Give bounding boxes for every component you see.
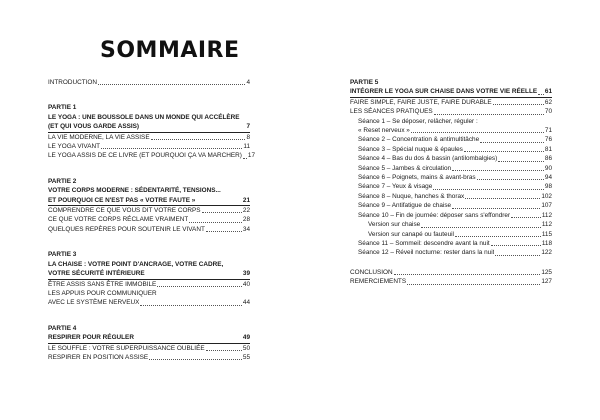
part-2-title-line1[interactable]: VOTRE CORPS MODERNE : SÉDENTARITÉ, TENSIONS...	[48, 187, 221, 195]
toc-entry[interactable]: FAIRE SIMPLE, FAIRE JUSTE, FAIRE DURABLE 62	[350, 98, 552, 106]
part-4-label: PARTIE 4	[48, 324, 77, 332]
seance-version-entry[interactable]: Version sur canapé ou fauteuil 115	[368, 230, 552, 238]
part-2-label: PARTIE 2	[48, 177, 77, 185]
toc-entry[interactable]: COMPRENDRE CE QUE VOUS DIT VOTRE CORPS 22	[48, 207, 250, 215]
seance-entry[interactable]: Séance 12 – Réveil nocturne: rester dans la nuit 122	[358, 249, 552, 257]
part-2-title[interactable]: ET POURQUOI CE N'EST PAS « VOTRE FAUTE » 21	[48, 196, 250, 206]
toc-entry[interactable]: LES SÉANCES PRATIQUES 70	[350, 108, 552, 116]
seance-entry[interactable]: Séance 5 – Jambes & circulation 90	[358, 164, 552, 172]
seance-entry[interactable]: Séance 6 – Poignets, mains & avant-bras 94	[358, 174, 552, 182]
seance-1-line1[interactable]: Séance 1 – Se déposer, relâcher, réguler :	[358, 117, 478, 125]
seance-version-entry[interactable]: Version sur chaise 112	[368, 221, 552, 229]
seance-entry[interactable]: « Reset nerveux » 71	[358, 127, 552, 135]
toc-left-column	[48, 78, 256, 362]
seance-entry[interactable]: Séance 8 – Nuque, hanches & thorax 102	[358, 192, 552, 200]
toc-entry[interactable]: AVEC LE SYSTÈME NERVEUX 44	[48, 299, 250, 307]
seance-entry[interactable]: Séance 2 – Concentration & antimultitâche 76	[358, 136, 552, 144]
part-5-title[interactable]: INTÉGRER LE YOGA SUR CHAISE DANS VOTRE VIE RÉELLE 61	[350, 87, 552, 97]
toc-entry[interactable]: LE YOGA ASSIS DE CE LIVRE (ET POURQUOI ÇA VA MARCHER) 17	[48, 152, 256, 160]
toc-entry[interactable]: LA VIE MODERNE, LA VIE ASSISE 8	[48, 133, 250, 141]
toc-entry[interactable]: CE QUE VOTRE CORPS RÉCLAME VRAIMENT 28	[48, 216, 250, 224]
toc-entry[interactable]: ÊTRE ASSIS SANS ÊTRE IMMOBILE 40	[48, 280, 250, 288]
part-1-label: PARTIE 1	[48, 104, 77, 112]
toc-entry-line1[interactable]: LES APPUIS POUR COMMUNIQUER	[48, 289, 157, 297]
part-3-title[interactable]: VOTRE SÉCURITÉ INTÉRIEURE 39	[48, 269, 250, 279]
seance-entry[interactable]: Séance 7 – Yeux & visage 98	[358, 183, 552, 191]
toc-entry-introduction[interactable]: INTRODUCTION 4	[48, 79, 250, 86]
seance-entry[interactable]: Séance 4 – Bas du dos & bassin (antilombalgies) 86	[358, 155, 552, 163]
page-title: SOMMAIRE	[100, 38, 240, 63]
toc-entry-conclusion[interactable]: CONCLUSION 125	[350, 268, 552, 276]
seance-entry[interactable]: Séance 10 – Fin de journée: déposer sans s'effondrer 112	[358, 211, 552, 219]
part-3-label: PARTIE 3	[48, 251, 77, 259]
seance-entry[interactable]: Séance 11 – Sommeil: descendre avant la nuit 118	[358, 239, 552, 247]
seance-entry[interactable]: Séance 3 – Spécial nuque & épaules 81	[358, 145, 552, 153]
part-1-title-line1[interactable]: LE YOGA : UNE BOUSSOLE DANS UN MONDE QUI ACCÉLÈRE	[48, 113, 240, 121]
part-3-title-line1[interactable]: LA CHAISE : VOTRE POINT D'ANCRAGE, VOTRE CADRE,	[48, 260, 224, 268]
toc-entry-remerciements[interactable]: REMERCIEMENTS 127	[350, 278, 552, 286]
part-5-label: PARTIE 5	[350, 79, 379, 86]
toc-entry[interactable]: QUELQUES REPÈRES POUR SOUTENIR LE VIVANT 34	[48, 225, 250, 233]
seance-entry[interactable]: Séance 9 – Antifatigue de chaise 107	[358, 202, 552, 210]
toc-entry[interactable]: RESPIRER EN POSITION ASSISE 55	[48, 353, 250, 361]
toc-entry[interactable]: LE SOUFFLE : VOTRE SUPERPUISSANCE OUBLIÉE 50	[48, 344, 250, 352]
toc-right-column	[350, 78, 552, 287]
part-1-title[interactable]: (ET QUI VOUS GARDE ASSIS) 7	[48, 122, 250, 132]
part-4-title[interactable]: RESPIRER POUR RÉGULER 49	[48, 333, 250, 343]
toc-entry[interactable]: LE YOGA VIVANT 11	[48, 143, 250, 151]
